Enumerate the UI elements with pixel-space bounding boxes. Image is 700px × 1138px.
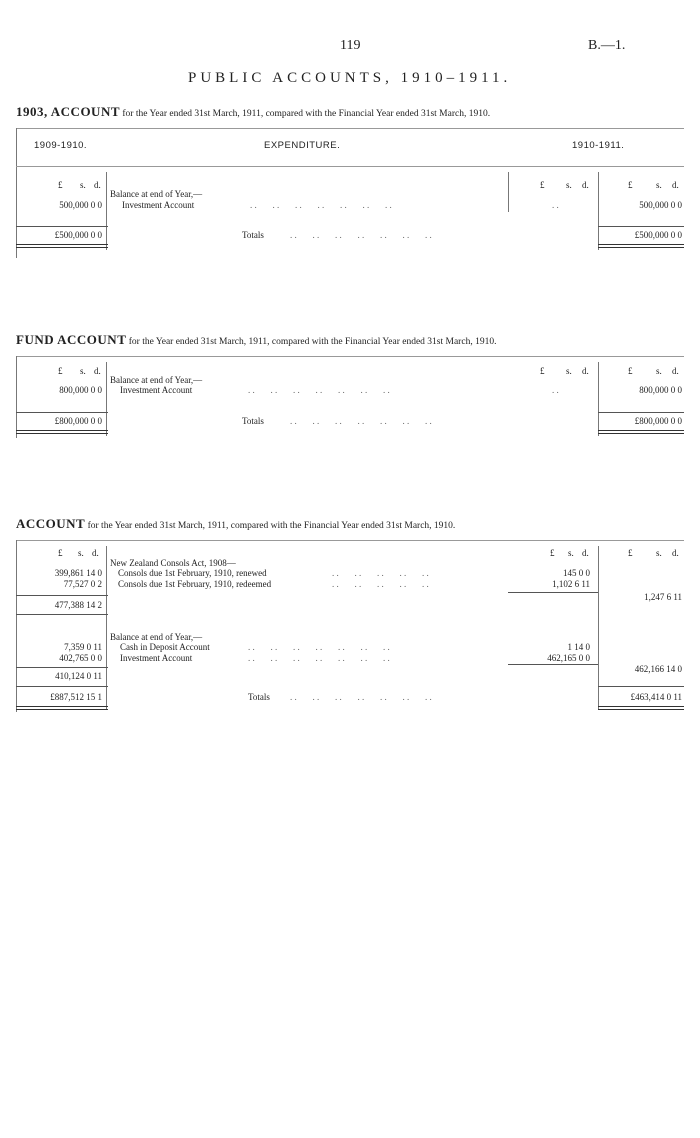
unit-pence: d. (94, 366, 101, 376)
section-caption-title: 1903, ACCOUNT (16, 104, 121, 119)
prev-year-value: 402,765 0 0 (59, 653, 102, 663)
section-caption (16, 516, 455, 532)
section-caption-text: for the Year ended 31st March, 1911, compared with the Financial Year ended 31st March, 1910. (87, 521, 456, 531)
group-label: Balance at end of Year,— (110, 375, 203, 385)
item-label: Investment Account (122, 200, 195, 210)
unit-pound: £ (628, 548, 633, 558)
section-caption (16, 104, 490, 120)
unit-shillings: s. (80, 366, 86, 376)
unit-shillings: s. (78, 548, 84, 558)
unit-pound: £ (628, 366, 633, 376)
unit-pence: d. (92, 548, 99, 558)
section-caption (16, 332, 496, 348)
unit-pound: £ (550, 548, 555, 558)
item-label: Investment Account (120, 385, 193, 395)
unit-pence: d. (582, 548, 589, 558)
prev-year-value: 399,861 14 0 (54, 568, 102, 578)
totals-label: Totals (248, 692, 270, 702)
current-year-item-value: 1 14 0 (567, 642, 590, 652)
unit-pound: £ (540, 180, 545, 190)
unit-shillings: s. (80, 180, 86, 190)
totals-current-year: £463,414 0 11 (630, 692, 682, 702)
totals-prev-year: £887,512 15 1 (50, 692, 102, 702)
totals-prev-year: £500,000 0 0 (54, 230, 102, 240)
totals-prev-year: £800,000 0 0 (54, 416, 102, 426)
section-caption-text: for the Year ended 31st March, 1911, compared with the Financial Year ended 31st March, 1910. (122, 109, 491, 119)
unit-pound: £ (58, 366, 63, 376)
item-label: Consols due 1st February, 1910, redeemed (118, 579, 272, 589)
section-caption-title: ACCOUNT (16, 516, 86, 531)
unit-pound: £ (58, 548, 63, 558)
group-label: Balance at end of Year,— (110, 189, 203, 199)
page-number: 119 (340, 38, 361, 53)
item-dots: . . (552, 200, 559, 210)
column-head-expenditure: EXPENDITURE. (264, 140, 341, 151)
prev-year-value: 500,000 0 0 (59, 200, 102, 210)
totals-current-year: £500,000 0 0 (634, 230, 682, 240)
item-label: Cash in Deposit Account (120, 642, 210, 652)
item-dots: . . (552, 385, 559, 395)
current-year-group-total: 1,247 6 11 (644, 592, 682, 602)
prev-year-value: 800,000 0 0 (59, 385, 102, 395)
unit-shillings: s. (656, 180, 662, 190)
unit-pound: £ (58, 180, 63, 190)
unit-shillings: s. (656, 366, 662, 376)
section-caption-text: for the Year ended 31st March, 1911, compared with the Financial Year ended 31st March, 1910. (128, 337, 497, 347)
unit-pence: d. (672, 548, 679, 558)
current-year-group-total: 462,166 14 0 (634, 664, 682, 674)
current-year-value: 800,000 0 0 (639, 385, 682, 395)
group-label: Balance at end of Year,— (110, 632, 203, 642)
totals-label: Totals (242, 416, 264, 426)
section-caption-title: FUND ACCOUNT (16, 332, 127, 347)
unit-pence: d. (94, 180, 101, 190)
column-head-1909-1910: 1909-1910. (34, 140, 88, 151)
current-year-item-value: 1,102 6 11 (552, 579, 590, 589)
current-year-value: 500,000 0 0 (639, 200, 682, 210)
unit-pence: d. (672, 180, 679, 190)
current-year-item-value: 145 0 0 (563, 568, 590, 578)
unit-shillings: s. (566, 366, 572, 376)
unit-shillings: s. (566, 180, 572, 190)
prev-year-value: 7,359 0 11 (64, 642, 102, 652)
group-label: New Zealand Consols Act, 1908— (110, 558, 236, 568)
unit-pence: d. (672, 366, 679, 376)
unit-pound: £ (540, 366, 545, 376)
unit-pound: £ (628, 180, 633, 190)
unit-shillings: s. (656, 548, 662, 558)
prev-year-subtotal: 410,124 0 11 (55, 671, 102, 681)
item-label: Investment Account (120, 653, 193, 663)
prev-year-value: 77,527 0 2 (63, 579, 102, 589)
item-label: Consols due 1st February, 1910, renewed (118, 568, 267, 578)
totals-label: Totals (242, 230, 264, 240)
unit-shillings: s. (568, 548, 574, 558)
page-title: PUBLIC ACCOUNTS, 1910–1911. (188, 70, 512, 86)
page-reference: B.—1. (588, 38, 626, 53)
current-year-item-value: 462,165 0 0 (547, 653, 590, 663)
unit-pence: d. (582, 366, 589, 376)
unit-pence: d. (582, 180, 589, 190)
prev-year-subtotal: 477,388 14 2 (54, 600, 102, 610)
totals-current-year: £800,000 0 0 (634, 416, 682, 426)
column-head-1910-1911: 1910-1911. (572, 140, 625, 151)
